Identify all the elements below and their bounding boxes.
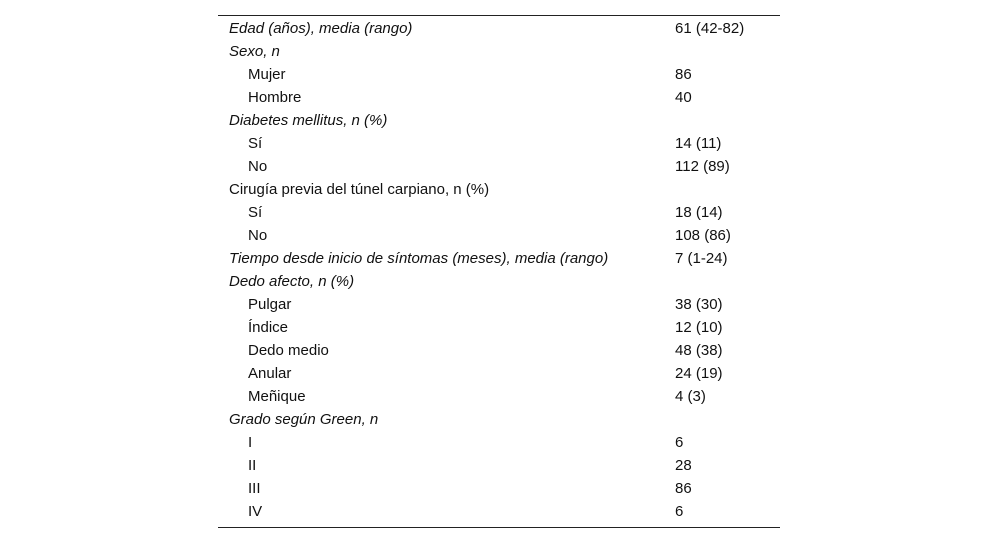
row-label: Cirugía previa del túnel carpiano, n (%) [229,181,490,198]
table-row [218,178,780,201]
table-row [218,431,780,454]
row-label: Hombre [248,89,302,106]
row-label: Sexo, n [229,43,280,60]
table-row [218,293,780,316]
row-value: 6 [675,503,684,520]
row-label: I [248,434,253,451]
row-value: 7 (1-24) [675,250,728,267]
table-row [218,109,780,132]
row-label: III [248,480,261,497]
table-row [218,408,780,431]
row-value: 28 [675,457,692,474]
row-value: 86 [675,480,692,497]
row-label: II [248,457,257,474]
row-label: Meñique [248,388,306,405]
row-value: 38 (30) [675,296,723,313]
row-value: 6 [675,434,684,451]
table-row [218,500,780,523]
row-label: IV [248,503,263,520]
row-label: Mujer [248,66,286,83]
table-row [218,40,780,63]
row-value: 108 (86) [675,227,731,244]
row-label: Edad (años), media (rango) [229,20,413,37]
characteristics-table [218,15,780,528]
table-row [218,224,780,247]
row-value: 86 [675,66,692,83]
row-label: Sí [248,135,263,152]
table-row [218,270,780,293]
table-row [218,477,780,500]
table-row [218,385,780,408]
row-value: 4 (3) [675,388,706,405]
row-label: Pulgar [248,296,292,313]
table-row [218,454,780,477]
table-body [218,17,780,523]
table-row [218,247,780,270]
table-row [218,17,780,40]
row-label: Tiempo desde inicio de síntomas (meses), media (rango) [229,250,609,267]
row-label: Anular [248,365,292,382]
row-value: 61 (42-82) [675,20,745,37]
row-value: 48 (38) [675,342,723,359]
row-value: 12 (10) [675,319,723,336]
table-row [218,201,780,224]
row-value: 14 (11) [675,135,722,152]
table-row [218,316,780,339]
row-label: Sí [248,204,263,221]
row-value: 112 (89) [675,158,730,175]
table-row [218,132,780,155]
table-row [218,155,780,178]
row-label: Dedo medio [248,342,329,359]
row-value: 18 (14) [675,204,723,221]
row-value: 24 (19) [675,365,723,382]
row-label: Índice [248,319,289,336]
row-label: Diabetes mellitus, n (%) [229,112,388,129]
table-row [218,86,780,109]
table-row [218,362,780,385]
row-label: Grado según Green, n [229,411,379,428]
row-label: No [248,158,268,175]
row-label: No [248,227,268,244]
row-value: 40 [675,89,692,106]
table-row [218,63,780,86]
table-row [218,339,780,362]
row-label: Dedo afecto, n (%) [229,273,355,290]
